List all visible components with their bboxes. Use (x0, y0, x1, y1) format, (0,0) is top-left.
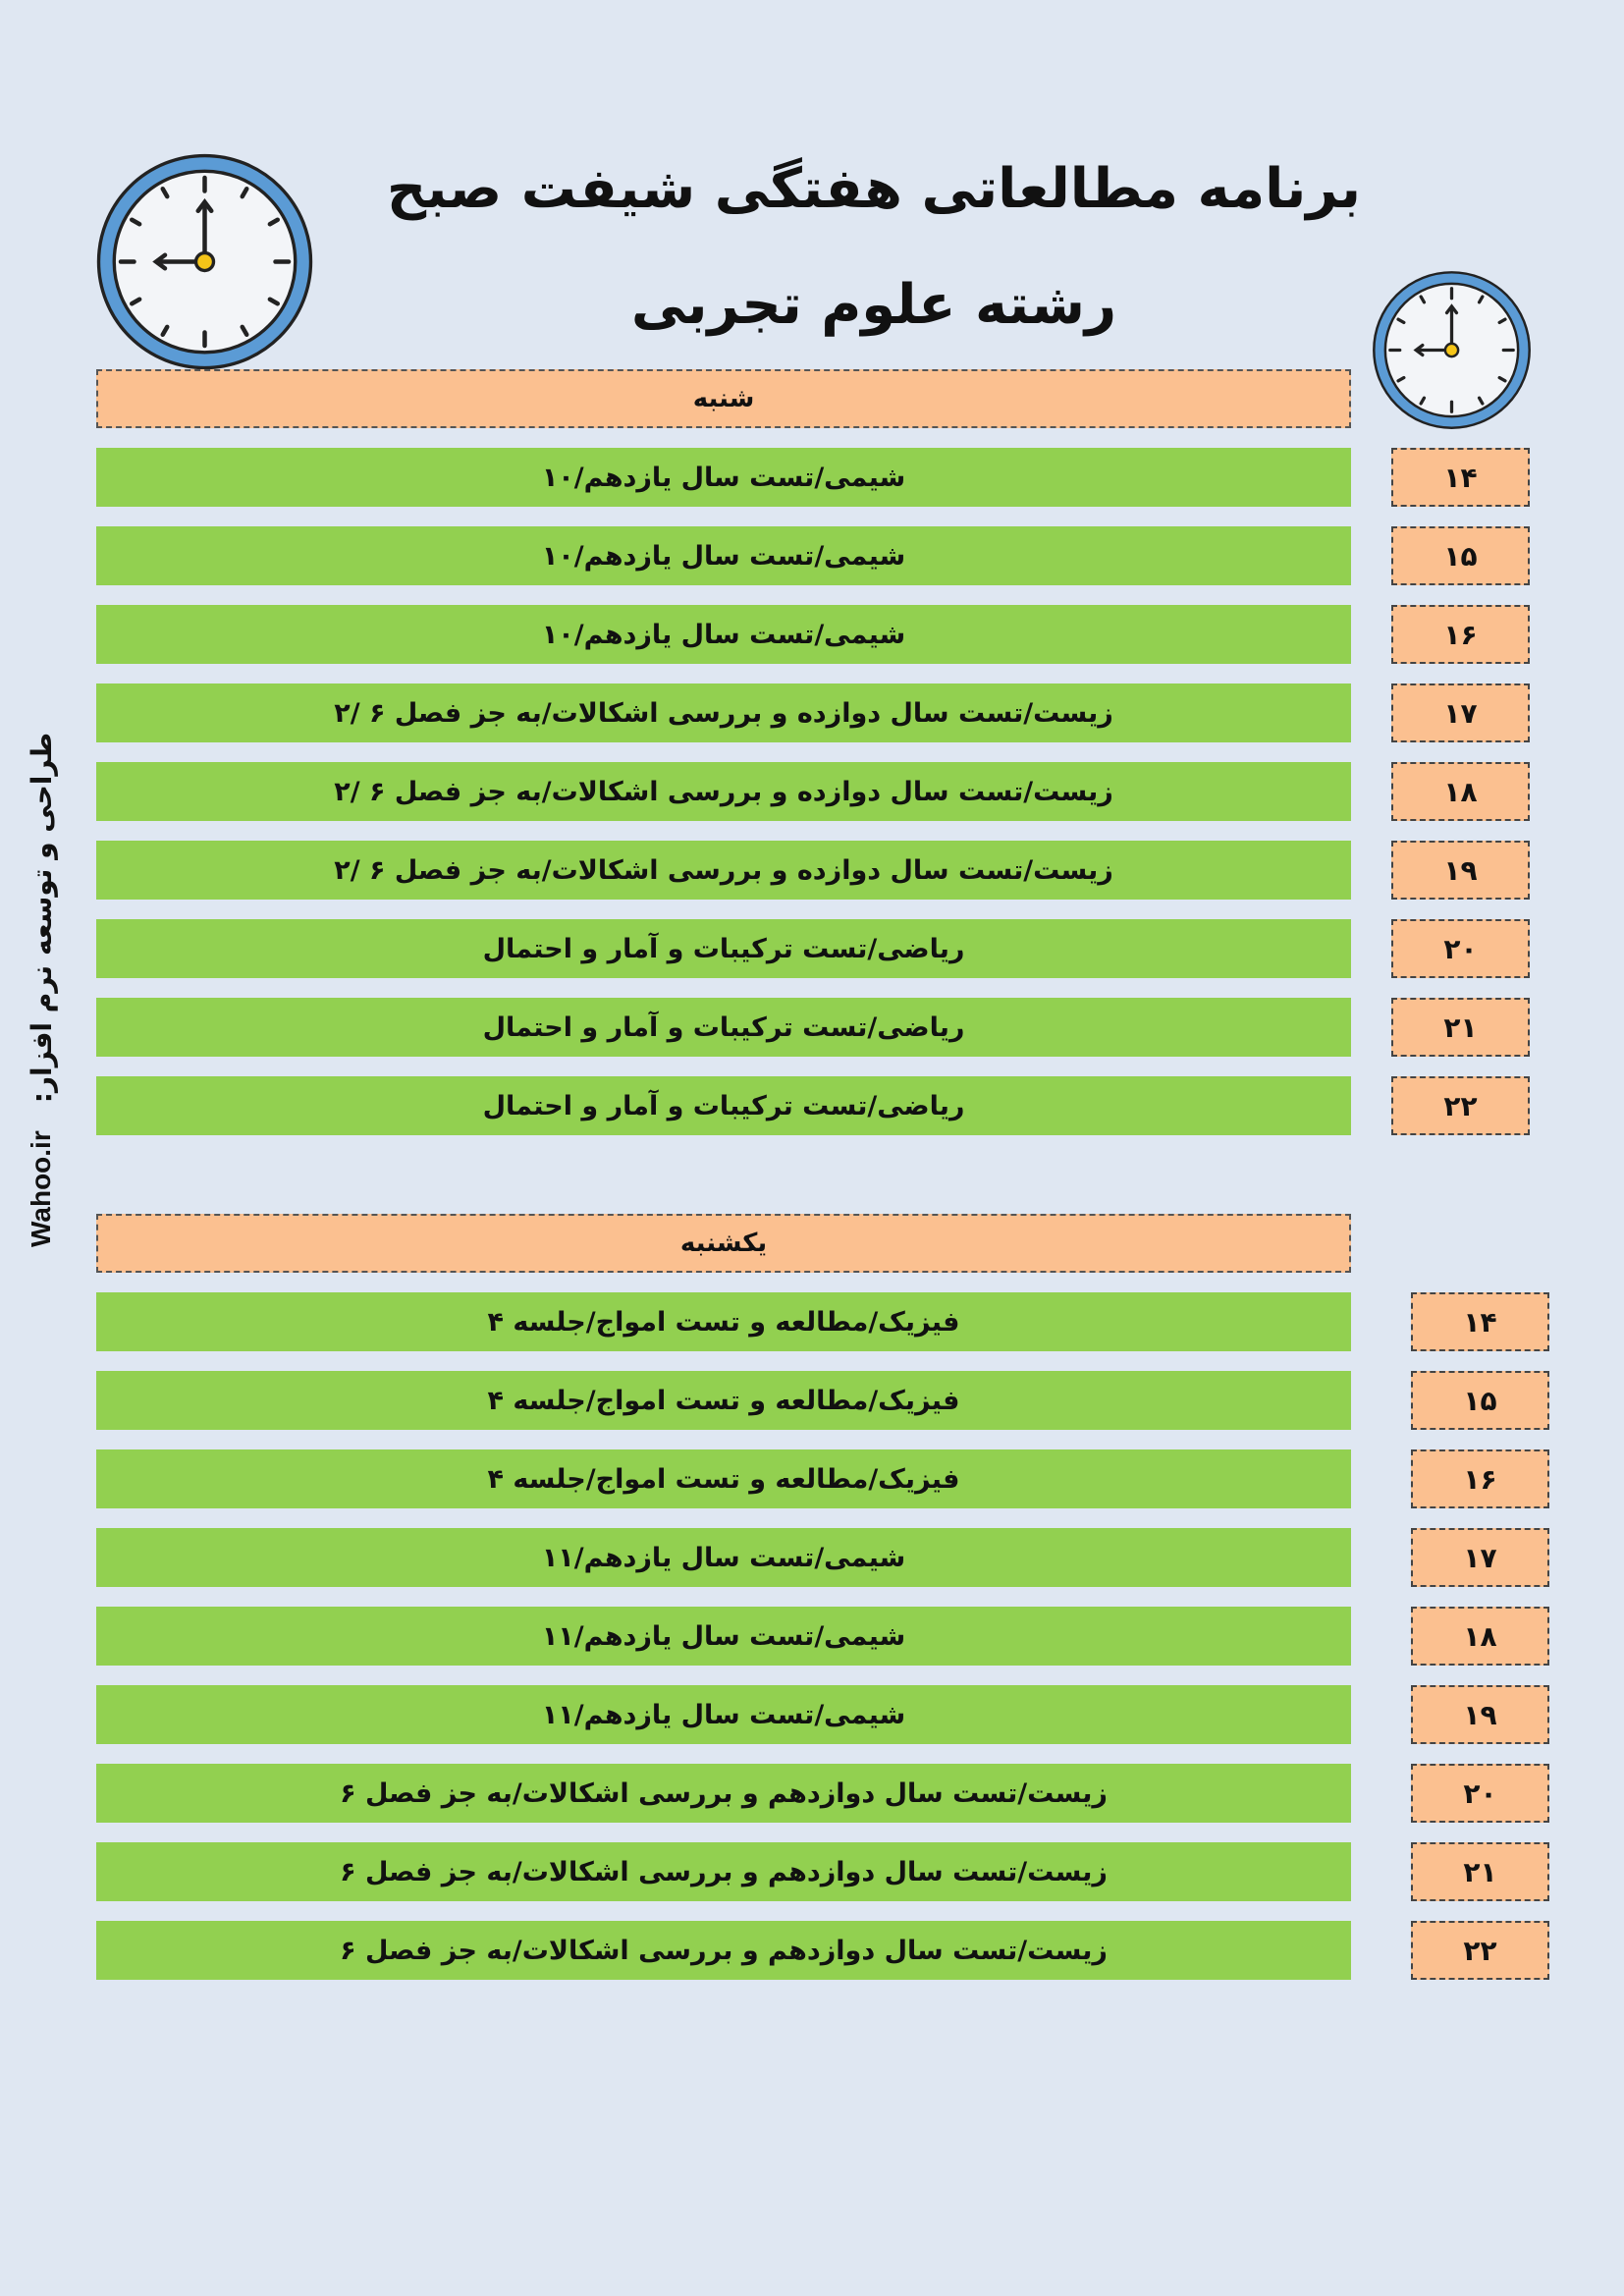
schedule-row-subject: ریاضی/تست ترکیبات و آمار و احتمال (96, 1076, 1351, 1135)
clock-icon (1371, 269, 1533, 431)
schedule-row-subject: شیمی/تست سال یازدهم/۱۰ (96, 526, 1351, 585)
hour-box: ۱۹ (1391, 841, 1530, 900)
page-subtitle: رشته علوم تجربی (630, 273, 1117, 337)
schedule-row-subject: زیست/تست سال دوازدهم و بررسی اشکالات/به جز فصل ۶ (96, 1921, 1351, 1980)
day-header: یکشنبه (96, 1214, 1351, 1273)
hour-box: ۱۷ (1391, 683, 1530, 742)
schedule-row-subject: زیست/تست سال دوازدهم و بررسی اشکالات/به جز فصل ۶ (96, 1842, 1351, 1901)
schedule-row-subject: ریاضی/تست ترکیبات و آمار و احتمال (96, 919, 1351, 978)
hour-box: ۱۸ (1391, 762, 1530, 821)
credit-site: Wahoo.ir (26, 1130, 56, 1247)
schedule-row-subject: شیمی/تست سال یازدهم/۱۰ (96, 448, 1351, 507)
hour-box: ۱۴ (1411, 1292, 1549, 1351)
credit-sidebar (22, 732, 61, 1247)
day-header: شنبه (96, 369, 1351, 428)
hour-box: ۱۶ (1411, 1449, 1549, 1508)
schedule-row-subject: زیست/تست سال دوازده و بررسی اشکالات/به جز فصل ۶ /۲ (96, 762, 1351, 821)
schedule-row-subject: شیمی/تست سال یازدهم/۱۱ (96, 1685, 1351, 1744)
hour-box: ۲۰ (1411, 1764, 1549, 1823)
schedule-row-subject: زیست/تست سال دوازده و بررسی اشکالات/به جز فصل ۶ /۲ (96, 841, 1351, 900)
hour-box: ۲۲ (1391, 1076, 1530, 1135)
hour-box: ۱۶ (1391, 605, 1530, 664)
schedule-row-subject: شیمی/تست سال یازدهم/۱۱ (96, 1528, 1351, 1587)
schedule-row-subject: شیمی/تست سال یازدهم/۱۱ (96, 1607, 1351, 1666)
hour-box: ۲۱ (1391, 998, 1530, 1057)
schedule-row-subject: فیزیک/مطالعه و تست امواج/جلسه ۴ (96, 1371, 1351, 1430)
credit-label: طراحی و توسعه نرم افزار: (25, 732, 58, 1104)
page-title: برنامه مطالعاتی هفتگی شیفت صبح (386, 157, 1362, 221)
hour-box: ۱۷ (1411, 1528, 1549, 1587)
schedule-row-subject: زیست/تست سال دوازده و بررسی اشکالات/به جز فصل ۶ /۲ (96, 683, 1351, 742)
hour-box: ۲۰ (1391, 919, 1530, 978)
hour-box: ۱۹ (1411, 1685, 1549, 1744)
schedule-row-subject: فیزیک/مطالعه و تست امواج/جلسه ۴ (96, 1292, 1351, 1351)
hour-box: ۱۸ (1411, 1607, 1549, 1666)
schedule-row-subject: زیست/تست سال دوازدهم و بررسی اشکالات/به جز فصل ۶ (96, 1764, 1351, 1823)
hour-box: ۲۲ (1411, 1921, 1549, 1980)
hour-box: ۱۴ (1391, 448, 1530, 507)
schedule-row-subject: فیزیک/مطالعه و تست امواج/جلسه ۴ (96, 1449, 1351, 1508)
hour-box: ۱۵ (1391, 526, 1530, 585)
hour-box: ۱۵ (1411, 1371, 1549, 1430)
schedule-row-subject: شیمی/تست سال یازدهم/۱۰ (96, 605, 1351, 664)
clock-icon (94, 151, 315, 372)
schedule-row-subject: ریاضی/تست ترکیبات و آمار و احتمال (96, 998, 1351, 1057)
hour-box: ۲۱ (1411, 1842, 1549, 1901)
